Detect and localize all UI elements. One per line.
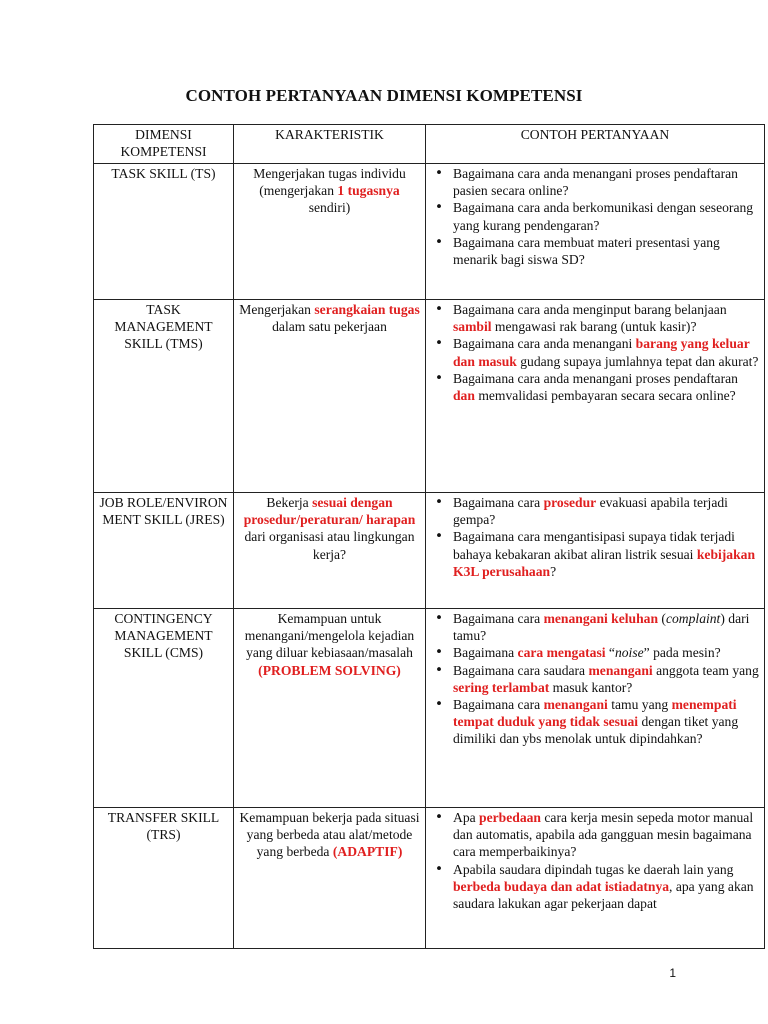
competency-table bbox=[93, 124, 765, 949]
highlight-text: perbedaan bbox=[479, 810, 541, 825]
table-row bbox=[94, 164, 765, 300]
questions-cell bbox=[426, 609, 765, 808]
question-item: • Apa perbedaan cara kerja mesin sepeda motor manual dan automatis, apabila ada gangguan mesin bagaimana cara memperbaikinya? bbox=[453, 809, 761, 861]
question-item: • Bagaimana cara anda menangani barang yang keluar dan masuk gudang supaya jumlahnya tepat dan akurat? bbox=[453, 335, 761, 369]
question-item: • Bagaimana cara anda berkomunikasi dengan seseorang yang kurang pendengaran? bbox=[453, 199, 761, 233]
characteristic-cell: Kemampuan untuk menangani/mengelola kejadian yang diluar kebiasaan/masalah (PROBLEM SOLVING) bbox=[234, 609, 426, 808]
highlight-text: (PROBLEM SOLVING) bbox=[258, 662, 401, 678]
question-item: • Apabila saudara dipindah tugas ke daerah lain yang berbeda budaya dan adat istiadatnya, apa yang akan saudara lakukan agar pekerjaan dapat bbox=[453, 861, 761, 913]
question-list bbox=[429, 610, 761, 748]
highlight-text: menangani keluhan bbox=[543, 611, 659, 626]
highlight-text: (ADAPTIF) bbox=[332, 844, 403, 860]
question-item: • Bagaimana cara saudara menangani anggota team yang sering terlambat masuk kantor? bbox=[453, 662, 761, 696]
question-item: • Bagaimana cara anda menangani proses pendaftaran pasien secara online? bbox=[453, 165, 761, 199]
italic-text: noise bbox=[614, 645, 644, 661]
table-row bbox=[94, 609, 765, 808]
header-karakteristik: KARAKTERISTIK bbox=[234, 125, 426, 164]
question-item: • Bagaimana cara anda menginput barang belanjaan sambil mengawasi rak barang (untuk kasir)? bbox=[453, 301, 761, 335]
dimension-cell: TASK SKILL (TS) bbox=[94, 164, 234, 300]
question-item: • Bagaimana cara prosedur evakuasi apabila terjadi gempa? bbox=[453, 494, 761, 528]
dimension-cell: CONTINGENCY MANAGEMENT SKILL (CMS) bbox=[94, 609, 234, 808]
characteristic-cell: Bekerja sesuai dengan prosedur/peraturan/ harapan dari organisasi atau lingkungan kerja? bbox=[234, 493, 426, 609]
highlight-text: menempati tempat duduk yang tidak sesuai bbox=[453, 697, 737, 730]
highlight-text: 1 tugasnya bbox=[337, 183, 400, 199]
page-number: 1 bbox=[669, 966, 676, 980]
table-header-row bbox=[94, 125, 765, 164]
highlight-text: menangani bbox=[588, 662, 653, 678]
characteristic-cell: Mengerjakan serangkaian tugas dalam satu pekerjaan bbox=[234, 300, 426, 493]
highlight-text: menangani bbox=[543, 697, 608, 713]
table-row bbox=[94, 808, 765, 949]
questions-cell bbox=[426, 493, 765, 609]
italic-text: complaint bbox=[665, 611, 721, 626]
characteristic-cell: Kemampuan bekerja pada situasi yang berbeda atau alat/metode yang berbeda (ADAPTIF) bbox=[234, 808, 426, 949]
question-list bbox=[429, 494, 761, 580]
question-item: • Bagaimana cara menangani keluhan (complaint) dari tamu? bbox=[453, 610, 761, 644]
highlight-text: sering terlambat bbox=[453, 679, 550, 695]
highlight-text: sesuai dengan prosedur/peraturan/ harapan bbox=[243, 495, 416, 528]
table-row bbox=[94, 493, 765, 609]
dimension-cell: TRANSFER SKILL (TRS) bbox=[94, 808, 234, 949]
question-item: • Bagaimana cara anda menangani proses pendaftaran dan memvalidasi pembayaran secara secara online? bbox=[453, 370, 761, 404]
highlight-text: cara mengatasi bbox=[517, 645, 606, 661]
dimension-cell: TASK MANAGEMENT SKILL (TMS) bbox=[94, 300, 234, 493]
question-item: • Bagaimana cara mengatasi “noise” pada mesin? bbox=[453, 644, 761, 661]
highlight-text: sambil bbox=[453, 319, 492, 335]
dimension-cell: JOB ROLE/ENVIRONMENT SKILL (JRES) bbox=[94, 493, 234, 609]
header-dimensi: DIMENSI KOMPETENSI bbox=[94, 125, 234, 164]
highlight-text: serangkaian tugas bbox=[314, 302, 420, 317]
highlight-text: dan bbox=[453, 388, 475, 404]
questions-cell bbox=[426, 300, 765, 493]
questions-cell bbox=[426, 808, 765, 949]
question-list bbox=[429, 301, 761, 404]
questions-cell bbox=[426, 164, 765, 300]
question-list bbox=[429, 165, 761, 268]
page-title: CONTOH PERTANYAAN DIMENSI KOMPETENSI bbox=[185, 86, 583, 105]
question-item: • Bagaimana cara membuat materi presentasi yang menarik bagi siswa SD? bbox=[453, 234, 761, 268]
highlight-text: barang yang keluar dan masuk bbox=[453, 336, 750, 369]
highlight-text: kebijakan K3L perusahaan bbox=[453, 546, 756, 579]
highlight-text: prosedur bbox=[543, 495, 597, 510]
question-item: • Bagaimana cara menangani tamu yang menempati tempat duduk yang tidak sesuai dengan tiket yang dimiliki dan ybs menolak untuk dipindahkan? bbox=[453, 696, 761, 748]
question-item: • Bagaimana cara mengantisipasi supaya tidak terjadi bahaya kebakaran akibat aliran listrik sesuai kebijakan K3L perusahaan? bbox=[453, 528, 761, 580]
question-list bbox=[429, 809, 761, 912]
header-contoh-pertanyaan: CONTOH PERTANYAAN bbox=[426, 125, 765, 164]
highlight-text: berbeda budaya dan adat istiadatnya bbox=[453, 878, 670, 894]
table-row bbox=[94, 300, 765, 493]
characteristic-cell: Mengerjakan tugas individu (mengerjakan 1 tugasnya sendiri) bbox=[234, 164, 426, 300]
